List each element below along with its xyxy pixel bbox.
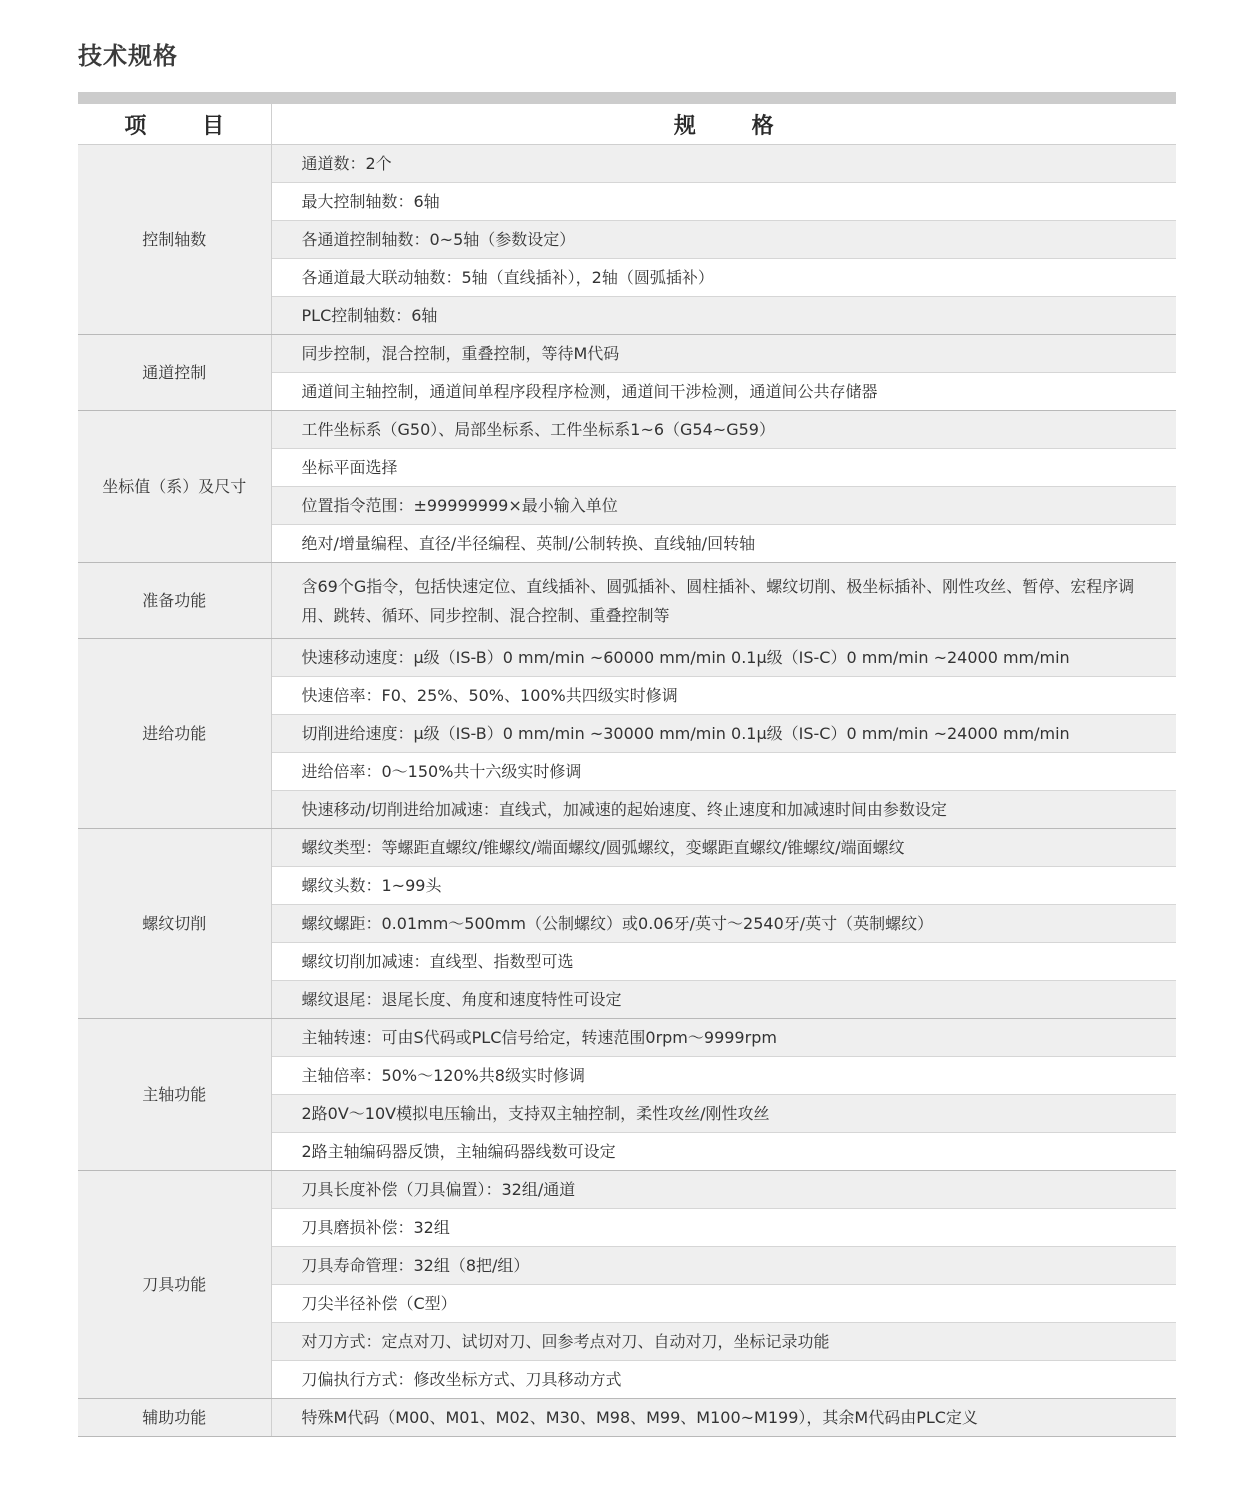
column-header-item: 项 目: [78, 104, 271, 145]
table-row: [78, 563, 1176, 639]
spec-cell: 刀具长度补偿（刀具偏置）：32组/通道: [271, 1171, 1176, 1209]
spec-cell: 螺纹切削加减速：直线型、指数型可选: [271, 943, 1176, 981]
spec-cell: 刀尖半径补偿（C型）: [271, 1285, 1176, 1323]
header-rule: [78, 92, 1176, 104]
spec-cell: 对刀方式：定点对刀、试切对刀、回参考点对刀、自动对刀，坐标记录功能: [271, 1323, 1176, 1361]
spec-cell: 通道间主轴控制，通道间单程序段程序检测，通道间干涉检测，通道间公共存储器: [271, 373, 1176, 411]
page-title: 技术规格: [78, 42, 178, 70]
spec-cell: 螺纹类型：等螺距直螺纹/锥螺纹/端面螺纹/圆弧螺纹，变螺距直螺纹/锥螺纹/端面螺纹: [271, 829, 1176, 867]
spec-cell: 螺纹螺距：0.01mm～500mm（公制螺纹）或0.06牙/英寸～2540牙/英寸（英制螺纹）: [271, 905, 1176, 943]
table-row: [78, 411, 1176, 449]
table-row: [78, 145, 1176, 183]
spec-cell: 螺纹头数：1~99头: [271, 867, 1176, 905]
spec-cell: 刀具寿命管理：32组（8把/组）: [271, 1247, 1176, 1285]
spec-cell: 2路0V～10V模拟电压输出，支持双主轴控制，柔性攻丝/刚性攻丝: [271, 1095, 1176, 1133]
category-cell: 进给功能: [78, 639, 271, 829]
category-cell: 刀具功能: [78, 1171, 271, 1399]
spec-table-body: [78, 145, 1176, 1437]
category-cell: 控制轴数: [78, 145, 271, 335]
spec-cell: 快速移动速度：μ级（IS-B）0 mm/min ~60000 mm/min 0.1μ级（IS-C）0 mm/min ~24000 mm/min: [271, 639, 1176, 677]
spec-cell: 主轴倍率：50%～120%共8级实时修调: [271, 1057, 1176, 1095]
spec-cell: 坐标平面选择: [271, 449, 1176, 487]
table-row: [78, 1171, 1176, 1209]
spec-cell: 含69个G指令，包括快速定位、直线插补、圆弧插补、圆柱插补、螺纹切削、极坐标插补、刚性攻丝、暂停、宏程序调用、跳转、循环、同步控制、混合控制、重叠控制等: [271, 563, 1176, 639]
column-header-spec: 规 格: [271, 104, 1176, 145]
spec-cell: 切削进给速度：μ级（IS-B）0 mm/min ~30000 mm/min 0.1μ级（IS-C）0 mm/min ~24000 mm/min: [271, 715, 1176, 753]
spec-cell: 快速移动/切削进给加减速：直线式，加减速的起始速度、终止速度和加减速时间由参数设定: [271, 791, 1176, 829]
spec-cell: 主轴转速：可由S代码或PLC信号给定，转速范围0rpm～9999rpm: [271, 1019, 1176, 1057]
category-cell: 螺纹切削: [78, 829, 271, 1019]
table-row: [78, 335, 1176, 373]
spec-cell: 进给倍率：0～150%共十六级实时修调: [271, 753, 1176, 791]
spec-cell: 2路主轴编码器反馈，主轴编码器线数可设定: [271, 1133, 1176, 1171]
spec-cell: 位置指令范围：±99999999×最小输入单位: [271, 487, 1176, 525]
spec-cell: 特殊M代码（M00、M01、M02、M30、M98、M99、M100~M199），其余M代码由PLC定义: [271, 1399, 1176, 1437]
spec-cell: 工件坐标系（G50）、局部坐标系、工件坐标系1~6（G54~G59）: [271, 411, 1176, 449]
table-row: [78, 829, 1176, 867]
spec-cell: 通道数：2个: [271, 145, 1176, 183]
spec-cell: PLC控制轴数：6轴: [271, 297, 1176, 335]
spec-cell: 各通道最大联动轴数：5轴（直线插补），2轴（圆弧插补）: [271, 259, 1176, 297]
table-header-row: [78, 104, 1176, 145]
category-cell: 辅助功能: [78, 1399, 271, 1437]
category-cell: 主轴功能: [78, 1019, 271, 1171]
spec-cell: 同步控制，混合控制，重叠控制，等待M代码: [271, 335, 1176, 373]
spec-cell: 螺纹退尾：退尾长度、角度和速度特性可设定: [271, 981, 1176, 1019]
spec-cell: 刀偏执行方式：修改坐标方式、刀具移动方式: [271, 1361, 1176, 1399]
category-cell: 通道控制: [78, 335, 271, 411]
spec-cell: 绝对/增量编程、直径/半径编程、英制/公制转换、直线轴/回转轴: [271, 525, 1176, 563]
category-cell: 准备功能: [78, 563, 271, 639]
spec-cell: 快速倍率：F0、25%、50%、100%共四级实时修调: [271, 677, 1176, 715]
spec-table: [78, 104, 1176, 1437]
spec-cell: 刀具磨损补偿：32组: [271, 1209, 1176, 1247]
table-row: [78, 1019, 1176, 1057]
table-row: [78, 1399, 1176, 1437]
spec-cell: 最大控制轴数：6轴: [271, 183, 1176, 221]
category-cell: 坐标值（系）及尺寸: [78, 411, 271, 563]
spec-cell: 各通道控制轴数：0~5轴（参数设定）: [271, 221, 1176, 259]
table-row: [78, 639, 1176, 677]
